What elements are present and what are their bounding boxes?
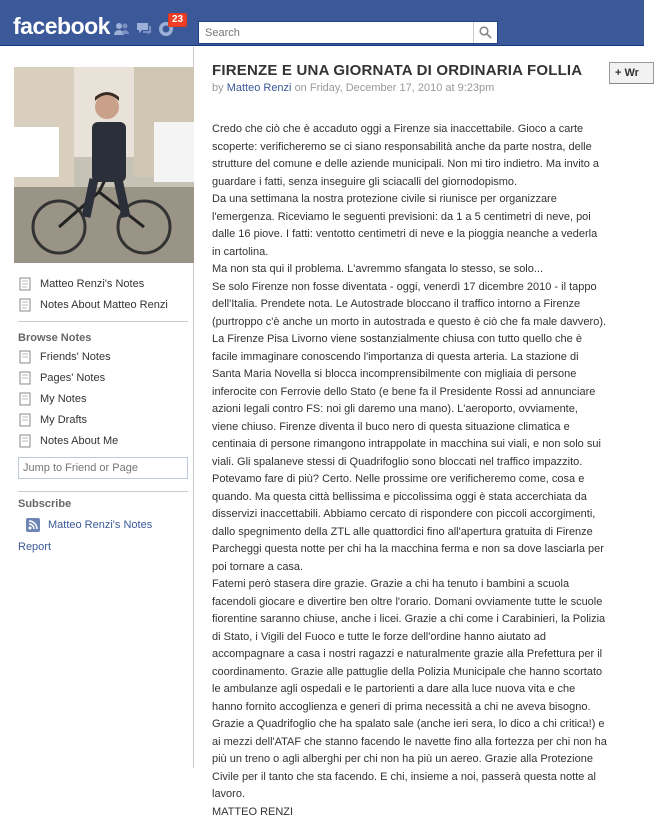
jump-to-friend-input[interactable] (19, 458, 187, 478)
jump-to-friend-box (18, 457, 188, 479)
profile-notes-link[interactable] (18, 273, 188, 294)
sidebar-item-pages-notes[interactable] (18, 367, 188, 388)
sidebar-item-my-notes[interactable] (18, 388, 188, 409)
note-icon (18, 413, 32, 427)
profile-notes-label: Matteo Renzi's Notes (40, 278, 144, 290)
search-icon (479, 26, 492, 39)
divider (18, 491, 188, 492)
browse-notes-title: Browse Notes (18, 332, 188, 347)
byline-prefix: by (212, 82, 224, 94)
note-icon (18, 298, 32, 312)
search-input[interactable] (199, 22, 471, 43)
report-link[interactable]: Report (18, 541, 51, 553)
subscribe-notes-link[interactable] (26, 514, 196, 535)
subscribe-list (26, 514, 196, 535)
profile-notes-links (18, 273, 188, 315)
note-signature: MATTEO RENZI (212, 804, 607, 821)
sidebar-item-label: My Notes (40, 393, 86, 405)
messages-icon[interactable] (135, 20, 153, 38)
note-icon (18, 392, 32, 406)
divider (18, 321, 188, 322)
author-link[interactable]: Matteo Renzi (227, 82, 292, 94)
note-date: on Friday, December 17, 2010 at 9:23pm (295, 82, 495, 94)
note-icon (18, 350, 32, 364)
notifications-badge: 23 (168, 13, 187, 27)
search-button[interactable] (473, 22, 497, 43)
jewel-icons (113, 20, 175, 38)
facebook-logo[interactable]: facebook (13, 13, 110, 40)
subscribe-title: Subscribe (18, 498, 188, 513)
note-byline (212, 82, 607, 94)
left-sidebar (0, 47, 194, 768)
browse-notes-list (18, 346, 188, 451)
profile-picture[interactable] (14, 67, 194, 263)
note-paragraph: Potevamo fare di più? Certo. Nelle prossime ore verificheremo come, cosa e quando. Ma questa città bellissima e piccolissima oggi è stata accerchiata da disservizi inaccettabili. Abbiamo cercato di rispondere con piccoli accorgimenti, dallo spegnimento della ZTL alle quattordici fino all'apertura gratuita di Firenze Parcheggi questa notte per chi ha la macchina ferma e non sa dove lasciarla per poi tornare a casa. (212, 471, 607, 576)
sidebar-item-label: Pages' Notes (40, 372, 105, 384)
note-icon (18, 277, 32, 291)
friend-requests-icon[interactable] (113, 20, 131, 38)
sidebar-item-friends-notes[interactable] (18, 346, 188, 367)
sidebar-item-label: Friends' Notes (40, 351, 111, 363)
sidebar-item-label: Notes About Me (40, 435, 118, 447)
subscribe-link-label: Matteo Renzi's Notes (48, 519, 152, 531)
search-box (198, 21, 498, 44)
note-body (212, 121, 607, 821)
sidebar-item-label: My Drafts (40, 414, 87, 426)
sidebar-item-my-drafts[interactable] (18, 409, 188, 430)
note-paragraph: Credo che ciò che è accaduto oggi a Firenze sia inaccettabile. Gioco a carte scoperte: verificheremo se ci siano responsabilità anche da parte nostra, delle strutture del comune e delle aziende municipali. Non mi tiro indietro. Ma invito a guardare i fatti, senza inseguire gli sciacalli del giornodopismo. (212, 121, 607, 191)
write-note-button[interactable]: + Wr (609, 62, 654, 84)
note-paragraph: Da una settimana la nostra protezione civile si riunisce per organizzare l'emergenza. Riceviamo le seguenti previsioni: da 1 a 5 centimetri di neve, poi dalle 16 piove. I fatti: ventotto centimetri di neve e la pioggia neanche a vederla in cartolina. (212, 191, 607, 261)
note-paragraph: Ma non sta qui il problema. L'avremmo sfangata lo stesso, se solo... (212, 261, 607, 279)
note-paragraph: Se solo Firenze non fosse diventata - oggi, venerdì 17 dicembre 2010 - il tappo dell'Italia. Prendete nota. Le Autostrade bloccano il traffico intorno a Firenze (purtroppo c'è anche un morto in autostrada e questo è ciò che fa male davvero). La Firenze Pisa Livorno viene sostanzialmente chiusa con tutto quello che è facile immaginare conoscendo l'importanza di questa arteria. La stazione di Santa Maria Novella si blocca incomprensibilmente con migliaia di persone inferocite con Ferrovie dello Stato (e bene fa il Presidente Rossi ad annunciare azioni legali contro FS: noi gli daremo una mano). L'aeroporto, ovviamente, viene chiuso. Firenze diventa il buco nero di questa situazione climatica e centinaia di persone rimangono intrappolate in macchina sui viali, e non solo sui viali. Gli spalaneve stessi di Quadrifoglio sono bloccati nel traffico impazzito. (212, 279, 607, 472)
sidebar-item-notes-about-me[interactable] (18, 430, 188, 451)
notes-about-label: Notes About Matteo Renzi (40, 299, 168, 311)
note-title: FIRENZE E UNA GIORNATA DI ORDINARIA FOLLIA (212, 62, 607, 79)
note-paragraph: Fatemi però stasera dire grazie. Grazie a chi ha tenuto i bambini a scuola facendoli giocare e divertire ben oltre l'orario. Domani ovviamente tutte le scuole fiorentine saranno chiuse, anche i licei. Grazie a chi come i Carabinieri, la Polizia di Stato, i Vigili del Fuoco e tutte le forze dell'ordine hanno aiutato ad accompagnare a casa i nostri ragazzi e naturalmente grazie alla Prefettura per il coordinamento. Grazie alle pattuglie della Polizia Municipale che hanno scortato le ambulanze agli ospedali e le partorienti a dare alla luce nuova vita e che hanno fornito accoglienza e generi di prima necessità a chi ne aveva bisogno. Grazie a Quadrifoglio che ha spalato sale (anche ieri sera, lo dico a chi critica!) e ai mezzi dell'ATAF che stanno facendo le navette fino alla fortezza per chi non ha più un treno o agli alberghi per chi non ha più un aereo. Grazie alla Protezione Civile per il tanto che sta facendo. E chi, insieme a noi, passerà questa notte al lavoro. (212, 576, 607, 804)
note-content (212, 62, 607, 821)
notes-about-link[interactable] (18, 294, 188, 315)
top-bar (0, 0, 644, 46)
note-icon (18, 434, 32, 448)
rss-icon (26, 518, 40, 532)
note-icon (18, 371, 32, 385)
